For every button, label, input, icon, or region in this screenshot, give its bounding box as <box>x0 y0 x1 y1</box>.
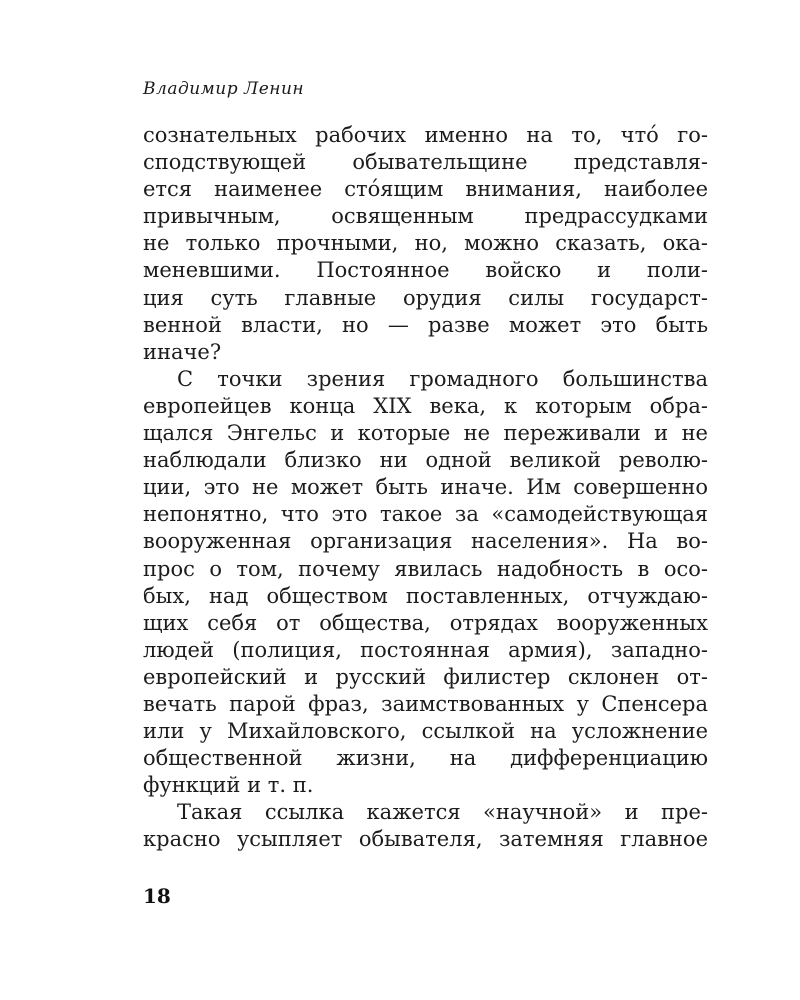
running-head: Владимир Ленин <box>143 79 305 99</box>
text-line: общественной жизни, на дифференциацию <box>143 746 708 771</box>
text-line: наблюдали близко ни одной великой револю- <box>143 448 708 473</box>
page-number: 18 <box>143 884 171 908</box>
text-line: вечать парой фраз, заимствованных у Спенсера <box>143 691 708 716</box>
text-line: Такая ссылка кажется «научной» и пре- <box>177 800 708 825</box>
text-line: не только прочными, но, можно сказать, ока- <box>143 231 708 256</box>
text-line: привычным, освященным предрассудками <box>143 204 708 229</box>
text-line: бых, над обществом поставленных, отчуждаю- <box>143 583 708 608</box>
text-line: сподствующей обывательщине представля- <box>143 150 708 175</box>
text-line: меневшими. Постоянное войско и поли- <box>143 258 708 283</box>
text-line: щался Энгельс и которые не переживали и не <box>143 421 708 446</box>
text-line: ции, это не может быть иначе. Им совершенно <box>143 475 708 500</box>
text-line: непонятно, что это такое за «самодействующая <box>143 502 708 527</box>
text-line: европейцев конца XIX века, к которым обра- <box>143 393 708 418</box>
paragraph <box>143 366 708 800</box>
text-line: функций и т. п. <box>143 773 314 798</box>
text-line: венной власти, но — разве может это быть <box>143 312 708 337</box>
text-line: прос о том, почему явилась надобность в осо- <box>143 556 708 581</box>
text-line: вооруженная организация населения». На во- <box>143 529 708 554</box>
paragraph <box>143 122 708 366</box>
text-line: ется наименее сто́ящим внимания, наиболее <box>143 177 708 202</box>
text-line: европейский и русский филистер склонен от- <box>143 664 708 689</box>
text-line: щих себя от общества, отрядах вооруженных <box>143 610 708 635</box>
text-line: С точки зрения громадного большинства <box>177 366 708 391</box>
text-line: сознательных рабочих именно на то, что́ го- <box>143 123 708 147</box>
body-text <box>143 122 708 854</box>
text-line: красно усыпляет обывателя, затемняя главное <box>143 827 708 852</box>
text-line: иначе? <box>143 339 222 364</box>
text-line: людей (полиция, постоянная армия), западно- <box>143 637 708 662</box>
text-line: ция суть главные орудия силы государст- <box>143 285 708 310</box>
paragraph <box>143 799 708 853</box>
text-line: или у Михайловского, ссылкой на усложнение <box>143 719 708 744</box>
